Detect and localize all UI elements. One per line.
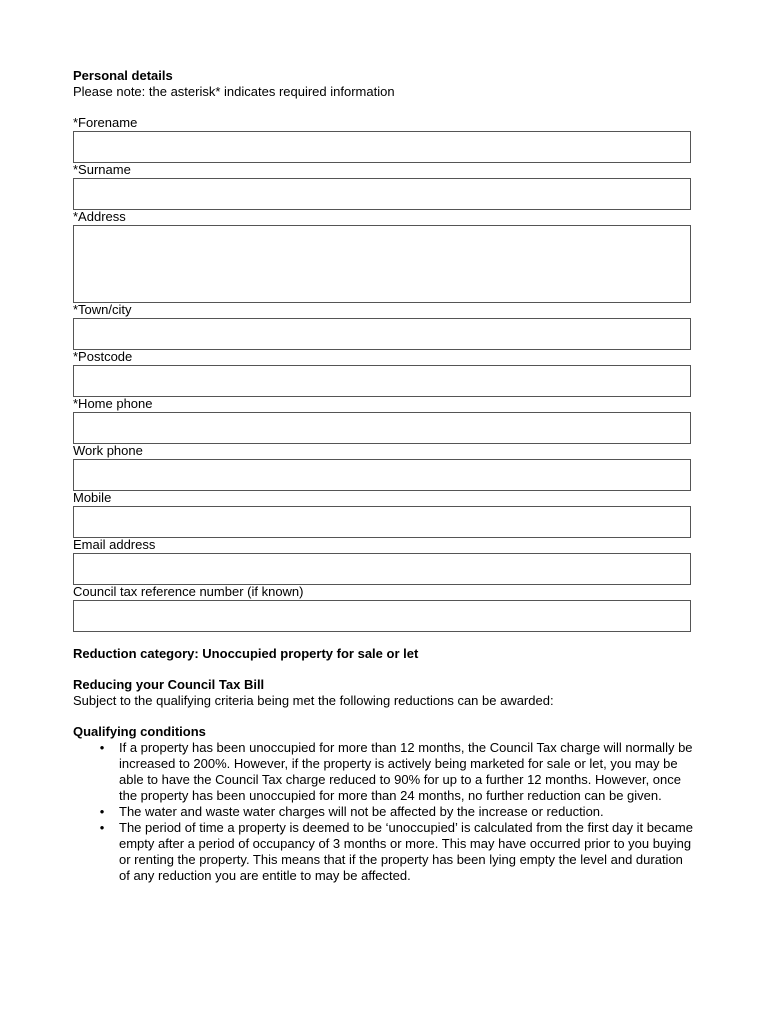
surname-input[interactable] — [73, 178, 691, 210]
email-label: Email address — [73, 537, 156, 552]
town-city-input[interactable] — [73, 318, 691, 350]
home-phone-label: *Home phone — [73, 396, 153, 411]
condition-text: The period of time a property is deemed to be ‘unoccupied’ is calculated from the first day it became empty after a period of occupancy of 3 months or more. This may have occurred prior to you buying or renting the property. This means that if the property has been lying empty the level and duration of any reduction you are entitle to may be affected. — [119, 820, 693, 883]
list-item — [73, 804, 693, 820]
required-note: Please note: the asterisk* indicates required information — [73, 84, 395, 99]
postcode-label: *Postcode — [73, 349, 133, 364]
address-input[interactable] — [73, 225, 691, 303]
condition-text: If a property has been unoccupied for more than 12 months, the Council Tax charge will normally be increased to 200%. However, if the property is actively being marketed for sale or let, you may be able to have the Council Tax charge reduced to 90% for up to a further 12 months. However, once the property has been unoccupied for more than 24 months, no further reduction can be given. — [119, 740, 693, 803]
bullet-icon: • — [99, 804, 105, 819]
reducing-bill-text: Subject to the qualifying criteria being met the following reductions can be awarded: — [73, 693, 554, 708]
town-city-label: *Town/city — [73, 302, 132, 317]
reducing-bill-heading: Reducing your Council Tax Bill — [73, 677, 265, 692]
list-item — [73, 820, 693, 884]
email-input[interactable] — [73, 553, 691, 585]
address-label: *Address — [73, 209, 126, 224]
qualifying-conditions-heading: Qualifying conditions — [73, 724, 206, 739]
bullet-icon: • — [99, 820, 105, 835]
condition-text: The water and waste water charges will not be affected by the increase or reduction. — [119, 804, 604, 819]
work-phone-input[interactable] — [73, 459, 691, 491]
personal-details-heading: Personal details — [73, 68, 173, 83]
qualifying-conditions-list — [73, 740, 693, 884]
reduction-category-heading: Reduction category: Unoccupied property for sale or let — [73, 646, 419, 661]
forename-input[interactable] — [73, 131, 691, 163]
postcode-input[interactable] — [73, 365, 691, 397]
home-phone-input[interactable] — [73, 412, 691, 444]
list-item — [73, 740, 693, 804]
council-tax-ref-input[interactable] — [73, 600, 691, 632]
form-page — [73, 68, 693, 884]
mobile-input[interactable] — [73, 506, 691, 538]
bullet-icon: • — [99, 740, 105, 755]
work-phone-label: Work phone — [73, 443, 143, 458]
council-tax-ref-label: Council tax reference number (if known) — [73, 584, 304, 599]
mobile-label: Mobile — [73, 490, 112, 505]
forename-label: *Forename — [73, 115, 138, 130]
surname-label: *Surname — [73, 162, 131, 177]
